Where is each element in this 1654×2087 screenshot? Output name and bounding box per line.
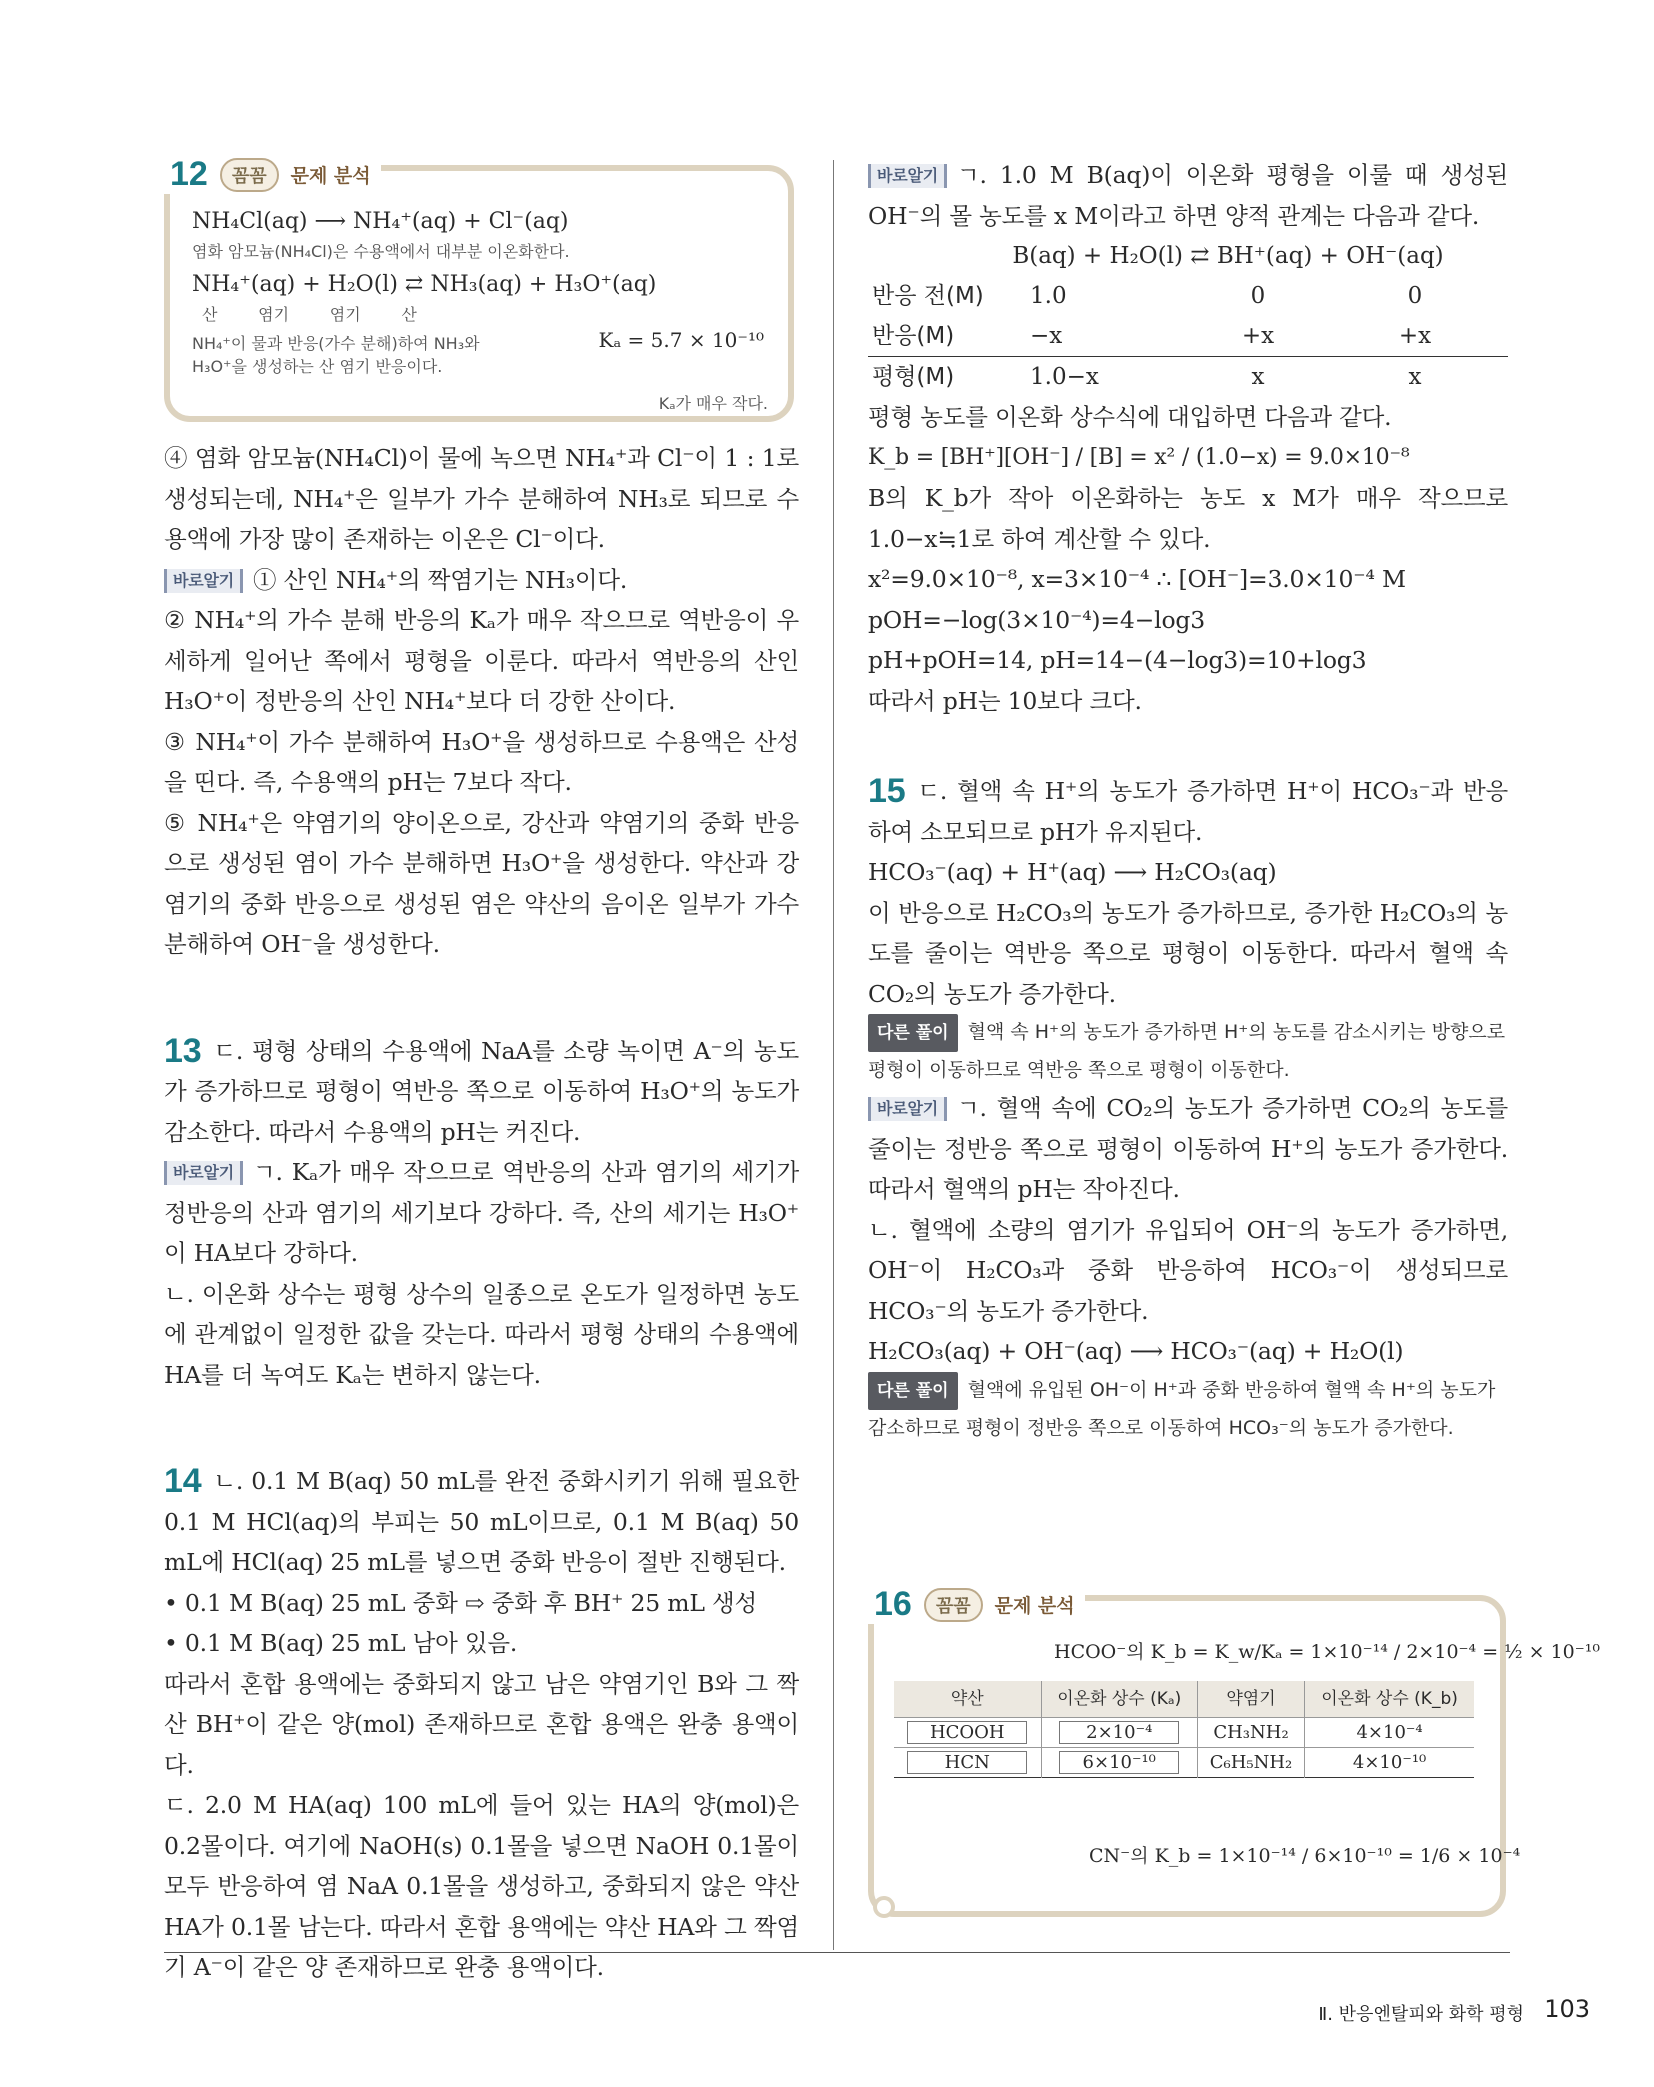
q14r-t6: pH+pOH=14, pH=14−(4−log3)=10+log3 (868, 646, 1367, 674)
q12-body: ④ 염화 암모늄(NH₄Cl)이 물에 녹으면 NH₄⁺과 Cl⁻이 1 : 1로 생성되는데, NH₄⁺은 일부가 가수 분해하여 NH₃로 되므로 수용액에 가장 많이 존재하는 이온은 Cl⁻이다. (164, 444, 799, 553)
q14r-eq: B(aq) + H₂O(l) ⇄ BH⁺(aq) + OH⁻(aq) (1012, 243, 1444, 269)
q12-ka-note: Kₐ가 매우 작다. (658, 394, 768, 413)
q15-t2: 이 반응으로 H₂CO₃의 농도가 증가하므로, 증가한 H₂CO₃의 농도를 줄이는 역반응 쪽으로 평형이 이동한다. 따라서 혈액 속 CO₂의 농도가 증가한다. (868, 898, 1508, 1008)
q13-b1: ㄱ. Kₐ가 매우 작으므로 역반응의 산과 염기의 세기가 정반응의 산과 염기의 세기보다 강하다. 즉, 산의 세기는 H₃O⁺이 HA보다 강하다. (164, 1158, 799, 1267)
q15-b1: ㄱ. 혈액 속에 CO₂의 농도가 증가하면 CO₂의 농도를 줄이는 정반응 쪽으로 평형이 이동하여 H⁺의 농도가 증가한다. 따라서 혈액의 pH는 작아진다. (868, 1094, 1508, 1203)
q16-box-dot (873, 1896, 895, 1918)
column-divider (833, 160, 834, 1950)
table-header-row (894, 1681, 1474, 1718)
q14r-t2: 평형 농도를 이온화 상수식에 대입하면 다음과 같다. (868, 403, 1392, 431)
q15-b2: ㄴ. 혈액에 소량의 염기가 유입되어 OH⁻의 농도가 증가하면, OH⁻이 H₂CO₃과 중화 반응하여 HCO₃⁻이 생성되므로 HCO₃⁻의 농도가 증가한다. (868, 1215, 1508, 1325)
q12-analysis-head (160, 155, 381, 194)
q13-text: ㄷ. 평형 상태의 수용액에 NaA를 소량 녹이면 A⁻의 농도가 증가하므로 평형이 역반응 쪽으로 이동하여 H₃O⁺의 농도가 감소한다. 따라서 수용액의 pH는 커진다. (164, 1036, 799, 1146)
cell: x (1251, 364, 1265, 390)
q15-eq2: H₂CO₃(aq) + OH⁻(aq) ⟶ HCO₃⁻(aq) + H₂O(l) (868, 1337, 1404, 1365)
cell: 0 (1407, 283, 1423, 309)
cell: 1.0−x (1030, 364, 1099, 390)
q13-b2: ㄴ. 이온화 상수는 평형 상수의 일종으로 온도가 일정하면 농도에 관계없이 일정한 값을 갖는다. 따라서 평형 상태의 수용액에 HA를 더 녹여도 Kₐ는 변하지 않는다. (164, 1279, 799, 1389)
q12-b1: ① 산인 NH₄⁺의 짝염기는 NH₃이다. (253, 565, 628, 594)
footer-rule (164, 1952, 1510, 1953)
q12-eq1-note: 염화 암모늄(NH₄Cl)은 수용액에서 대부분 이온화한다. (192, 242, 570, 261)
q15-alt-badge-2: 다른 풀이 (868, 1372, 958, 1410)
cell: 4×10⁻¹⁰ (1305, 1748, 1474, 1778)
q14r-table (868, 276, 1508, 397)
cell: 4×10⁻⁴ (1305, 1718, 1474, 1748)
cell: x (1408, 364, 1422, 390)
q14-bullet2: • 0.1 M B(aq) 25 mL 남아 있음. (164, 1629, 518, 1657)
q16-bottom-formula: CN⁻의 K_b = 1×10⁻¹⁴ / 6×10⁻¹⁰ = 1/6 × 10⁻⁴ (1089, 1845, 1521, 1867)
cell: C₆H₅NH₂ (1197, 1748, 1304, 1778)
table-row (894, 1718, 1474, 1748)
q13-section (164, 1031, 799, 1396)
row-label: 반응 전(M) (872, 283, 984, 309)
q15-t1: ㄷ. 혈액 속 H⁺의 농도가 증가하면 H⁺이 HCO₃⁻과 반응하여 소모되므로 pH가 유지된다. (868, 777, 1508, 846)
q12-ka: Kₐ = 5.7 × 10⁻¹⁰ (598, 328, 764, 352)
q12-note2: H₃O⁺을 생성하는 산 염기 반응이다. (192, 357, 443, 376)
q16-number: 16 (874, 1585, 912, 1623)
q12-analysis-area (164, 155, 799, 420)
q12-b3: ③ NH₄⁺이 가수 분해하여 H₃O⁺을 생성하므로 수용액은 산성을 띤다. 즉, 수용액의 pH는 7보다 작다. (164, 727, 799, 796)
cell: HCOOH (907, 1721, 1027, 1744)
cell: CH₃NH₂ (1197, 1718, 1304, 1748)
q15-section (868, 771, 1508, 1446)
q14-text3: ㄷ. 2.0 M HA(aq) 100 mL에 들어 있는 HA의 양(mol)은 0.2몰이다. 여기에 NaOH(s) 0.1몰을 넣으면 NaOH 0.1몰이 모두 반응하여 염 NaA 0.1몰을 생성하고, 중화되지 않은 약산 HA가 0.1몰 남는다. 따라서 혼합 용액에는 약산 HA와 그 짝염기 A⁻이 같은 양 존재하므로 완충 용액이다. (164, 1791, 799, 1981)
row-label: 평형(M) (872, 364, 955, 390)
q12-number: 12 (170, 155, 208, 193)
cell: −x (1030, 323, 1063, 349)
q12-badge: 바로알기 (164, 569, 243, 593)
cell: 0 (1250, 283, 1266, 309)
cell: +x (1241, 323, 1275, 349)
page-number: 103 (1544, 1995, 1590, 2023)
q14r-kb: K_b = [BH⁺][OH⁻] / [B] = x² / (1.0−x) = 9.0×10⁻⁸ (868, 444, 1410, 470)
cell: +x (1398, 323, 1432, 349)
q14-text2: 따라서 혼합 용액에는 중화되지 않고 남은 약염기인 B와 그 짝산 BH⁺이 같은 양(mol) 존재하므로 혼합 용액은 완충 용액이다. (164, 1669, 799, 1779)
q14r-t7: 따라서 pH는 10보다 크다. (868, 686, 1142, 715)
table-row (868, 357, 1508, 398)
chapter-label: Ⅱ. 반응엔탈피와 화학 평형 (1318, 2004, 1524, 2025)
cell: 2×10⁻⁴ (1059, 1721, 1179, 1744)
q14-text: ㄴ. 0.1 M B(aq) 50 mL를 완전 중화시키기 위해 필요한 0.1 M HCl(aq)의 부피는 50 mL이므로, 0.1 M B(aq) 50 mL에 HCl(aq) 25 mL를 넣으면 중화 반응이 절반 진행된다. (164, 1467, 799, 1576)
q14-bullet1: • 0.1 M B(aq) 25 mL 중화 ⇨ 중화 후 BH⁺ 25 mL 생성 (164, 1588, 758, 1617)
q14r-badge: 바로알기 (868, 164, 947, 188)
q13-number: 13 (164, 1031, 202, 1070)
q15-eq1: HCO₃⁻(aq) + H⁺(aq) ⟶ H₂CO₃(aq) (868, 858, 1277, 886)
q15-alt2: 혈액에 유입된 OH⁻이 H⁺과 중화 반응하여 혈액 속 H⁺의 농도가 감소하므로 평형이 정반응 쪽으로 이동하여 HCO₃⁻의 농도가 증가한다. (868, 1378, 1496, 1439)
q12-pill: 꼼꼼 (220, 158, 279, 192)
cell: 1.0 (1030, 283, 1067, 309)
q16-analysis-head (864, 1585, 1085, 1624)
cell: 6×10⁻¹⁰ (1059, 1751, 1179, 1774)
left-column (164, 155, 799, 1988)
q15-alt-badge: 다른 풀이 (868, 1014, 958, 1052)
q12-note1: NH₄⁺이 물과 반응(가수 분해)하여 NH₃와 (192, 334, 480, 353)
cell: HCN (907, 1751, 1027, 1774)
q15-alt1: 혈액 속 H⁺의 농도가 증가하면 H⁺의 농도를 감소시키는 방향으로 평형이 이동하므로 역반응 쪽으로 평형이 이동한다. (868, 1021, 1506, 1081)
q14r-t1: ㄱ. 1.0 M B(aq)이 이온화 평형을 이룰 때 생성된 OH⁻의 몰 농도를 x M이라고 하면 양적 관계는 다음과 같다. (868, 161, 1508, 230)
q16-analysis-box (868, 1585, 1601, 1917)
col-header: 약산 (894, 1681, 1041, 1718)
q12-eq2: NH₄⁺(aq) + H₂O(l) ⇄ NH₃(aq) + H₃O⁺(aq) (192, 272, 657, 297)
q12-analysis-box (164, 155, 794, 422)
q13-badge: 바로알기 (164, 1161, 243, 1185)
row-label: 반응(M) (872, 323, 955, 349)
q14-section (164, 1461, 799, 1988)
q12-eq1: NH₄Cl(aq) ⟶ NH₄⁺(aq) + Cl⁻(aq) (192, 209, 569, 234)
q14r-t3: B의 K_b가 작아 이온화하는 농도 x M가 매우 작으므로 1.0−x≒1로 하여 계산할 수 있다. (868, 484, 1508, 553)
q14r-t5: pOH=−log(3×10⁻⁴)=4−log3 (868, 605, 1205, 634)
q16-pill: 꼼꼼 (924, 1588, 983, 1622)
q12-b5: ⑤ NH₄⁺은 약염기의 양이온으로, 강산과 약염기의 중화 반응으로 생성된 염이 가수 분해하면 H₃O⁺을 생성한다. 약산과 강염기의 중화 반응으로 생성된 염은 약산의 음이온 일부가 가수 분해하여 OH⁻을 생성한다. (164, 808, 799, 958)
q14-number: 14 (164, 1462, 202, 1500)
q16-top-formula: HCOO⁻의 K_b = K_w/Kₐ = 1×10⁻¹⁴ / 2×10⁻⁴ = ½ × 10⁻¹⁰ (1054, 1641, 1601, 1663)
col-header: 약염기 (1197, 1681, 1304, 1718)
q12-title: 문제 분석 (290, 165, 371, 187)
table-row (868, 276, 1508, 316)
table-row (868, 316, 1508, 357)
q16-table (894, 1681, 1474, 1778)
q12-eq2-labels: 산 염기 염기 산 (202, 305, 417, 324)
q12-b2: ② NH₄⁺의 가수 분해 반응의 Kₐ가 매우 작으므로 역반응이 우세하게 일어난 쪽에서 평형을 이룬다. 따라서 역반응의 산인 H₃O⁺이 정반응의 산인 NH₄⁺보다 더 강한 산이다. (164, 606, 799, 715)
q15-number: 15 (868, 772, 906, 810)
q14r-t4: x²=9.0×10⁻⁸, x=3×10⁻⁴ ∴ [OH⁻]=3.0×10⁻⁴ M (868, 565, 1406, 593)
table-row (894, 1748, 1474, 1778)
q16-title: 문제 분석 (994, 1595, 1075, 1617)
right-column (868, 155, 1508, 1446)
q15-badge: 바로알기 (868, 1097, 947, 1121)
col-header: 이온화 상수 (K_b) (1305, 1681, 1474, 1718)
col-header: 이온화 상수 (Kₐ) (1041, 1681, 1197, 1718)
